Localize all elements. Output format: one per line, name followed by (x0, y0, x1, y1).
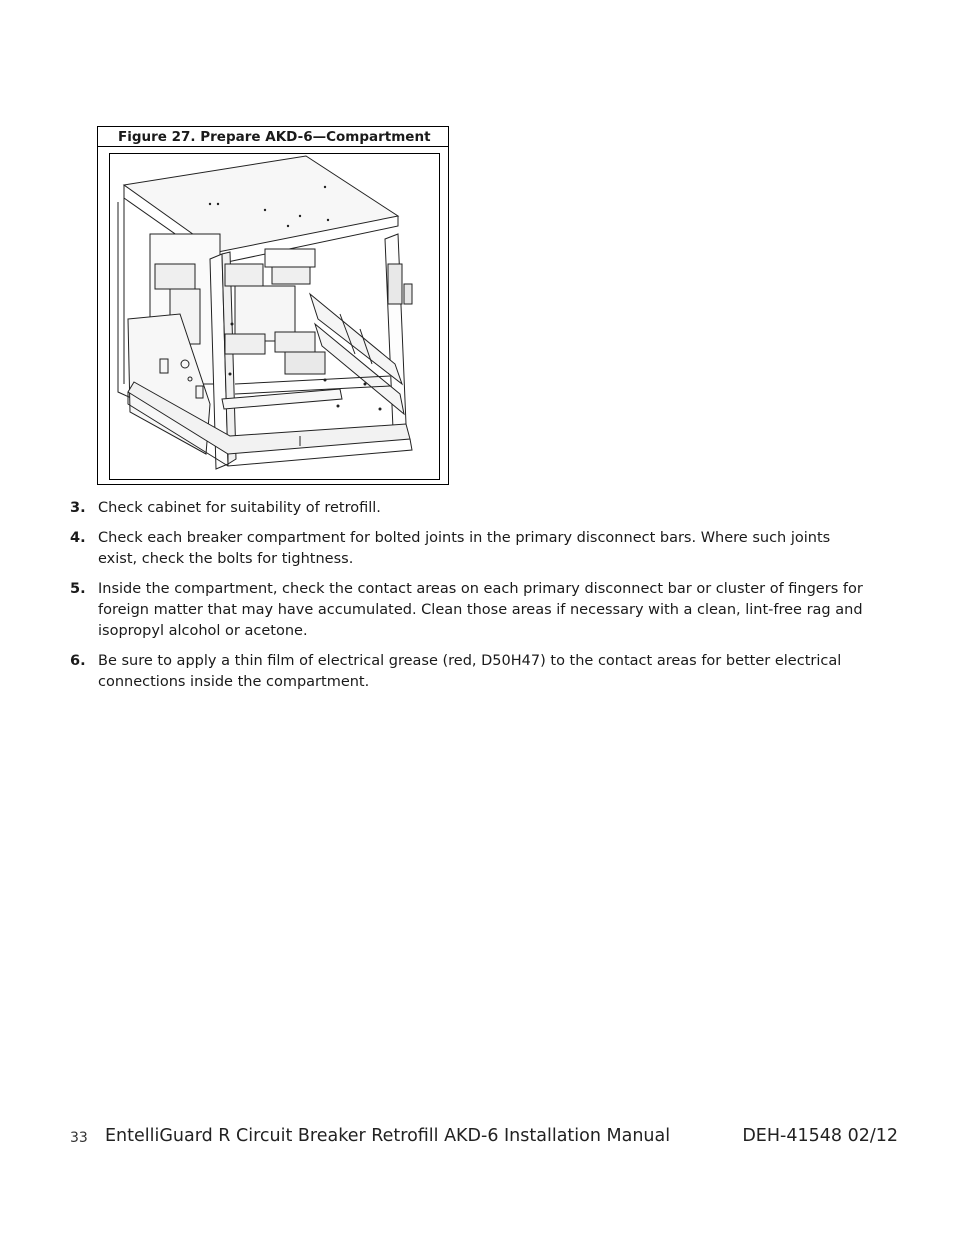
page-footer (70, 1126, 898, 1150)
step-text: Check cabinet for suitability of retrofill. (98, 500, 381, 516)
procedure-steps (70, 498, 870, 702)
document-title: EntelliGuard R Circuit Breaker Retrofill AKD-6 Installation Manual (105, 1126, 671, 1146)
step-text: Check each breaker compartment for bolted joints in the primary disconnect bars. Where such joints exist, check the bolts for tightness. (98, 530, 831, 567)
step-number: 4. (70, 530, 86, 546)
step-number: 5. (70, 581, 86, 597)
step-number: 3. (70, 500, 86, 516)
compartment-illustration (110, 154, 439, 479)
list-item (70, 651, 870, 693)
list-item (70, 498, 870, 519)
document-id: DEH-41548 02/12 (742, 1126, 898, 1146)
figure-image-frame (109, 153, 440, 480)
page-number: 33 (70, 1130, 88, 1146)
list-item (70, 528, 870, 570)
step-text: Be sure to apply a thin film of electrical grease (red, D50H47) to the contact areas for better electrical connections inside the compartment. (98, 653, 842, 690)
figure-caption: Figure 27. Prepare AKD-6—Compartment (98, 127, 448, 147)
step-text: Inside the compartment, check the contact areas on each primary disconnect bar or cluster of fingers for foreign matter that may have accumulated. Clean those areas if necessary with a clean, lint-free rag and isopropyl alcohol or acetone. (98, 581, 863, 639)
figure-27 (97, 126, 449, 485)
step-number: 6. (70, 653, 86, 669)
list-item (70, 579, 870, 642)
